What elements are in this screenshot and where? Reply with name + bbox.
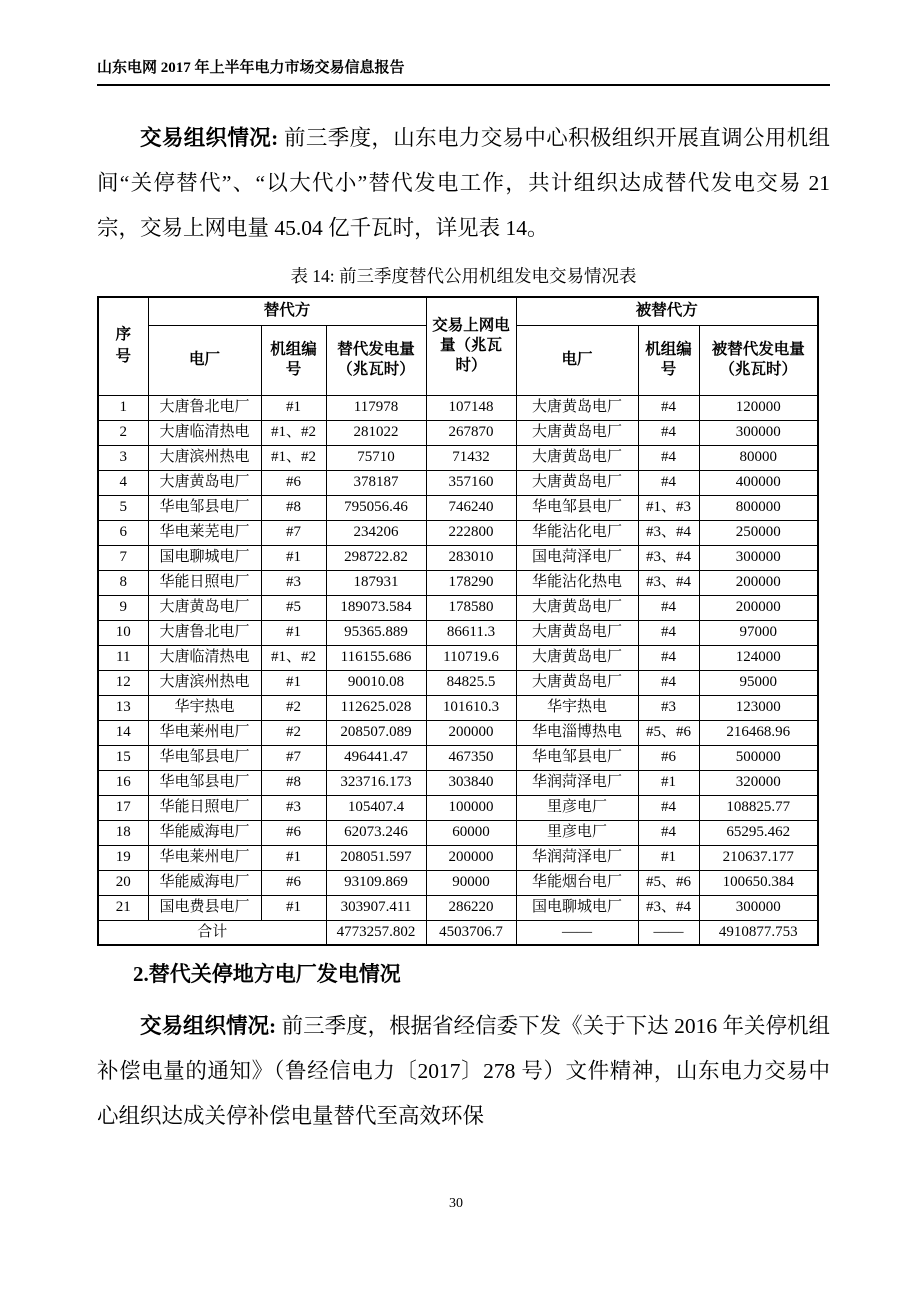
table-cell: 210637.177 xyxy=(699,845,818,870)
table-cell: #3 xyxy=(261,570,326,595)
table-cell: 298722.82 xyxy=(326,545,426,570)
col-group-substituting: 替代方 xyxy=(148,297,426,325)
table-cell: 116155.686 xyxy=(326,645,426,670)
total-label: 合计 xyxy=(98,920,326,945)
table-cell: 75710 xyxy=(326,445,426,470)
table-cell: 大唐黄岛电厂 xyxy=(516,470,638,495)
table-row xyxy=(98,845,818,870)
table-cell: 华宇热电 xyxy=(148,695,261,720)
table-cell: #1 xyxy=(261,845,326,870)
table-cell: 300000 xyxy=(699,420,818,445)
section-heading: 2.替代关停地方电厂发电情况 xyxy=(133,962,401,986)
table-cell: #8 xyxy=(261,770,326,795)
table-cell: #1、#2 xyxy=(261,645,326,670)
paragraph-trade-organization-1 xyxy=(97,116,830,251)
table-cell: #1、#2 xyxy=(261,445,326,470)
table-cell: 6 xyxy=(98,520,148,545)
table-cell: 320000 xyxy=(699,770,818,795)
table-cell: 357160 xyxy=(426,470,516,495)
table-cell: 200000 xyxy=(699,570,818,595)
page-running-header xyxy=(97,56,830,86)
table-cell: 187931 xyxy=(326,570,426,595)
table-cell: 大唐黄岛电厂 xyxy=(148,470,261,495)
table-row xyxy=(98,645,818,670)
table-cell: 大唐鲁北电厂 xyxy=(148,620,261,645)
table-cell: 华能威海电厂 xyxy=(148,870,261,895)
total-cell: 4503706.7 xyxy=(426,920,516,945)
table-cell: 大唐临清热电 xyxy=(148,420,261,445)
table-row xyxy=(98,620,818,645)
table-cell: 国电费县电厂 xyxy=(148,895,261,920)
col-header-seq xyxy=(98,297,148,395)
table-cell: 华电莱芜电厂 xyxy=(148,520,261,545)
table-cell: 250000 xyxy=(699,520,818,545)
table-cell: 107148 xyxy=(426,395,516,420)
table-cell: #3、#4 xyxy=(638,570,699,595)
table-cell: 大唐黄岛电厂 xyxy=(516,395,638,420)
col-header-sub-generation: 替代发电量（兆瓦时） xyxy=(326,325,426,395)
table-cell: 90000 xyxy=(426,870,516,895)
table-cell: 323716.173 xyxy=(326,770,426,795)
table-cell: #3、#4 xyxy=(638,520,699,545)
table-cell: 21 xyxy=(98,895,148,920)
table-cell: 1 xyxy=(98,395,148,420)
table-cell: #5、#6 xyxy=(638,870,699,895)
table-cell: #6 xyxy=(261,470,326,495)
table-cell: 12 xyxy=(98,670,148,695)
table-cell: 400000 xyxy=(699,470,818,495)
table-cell: #1 xyxy=(261,895,326,920)
table-row xyxy=(98,495,818,520)
table-cell: 303907.411 xyxy=(326,895,426,920)
table-cell: 国电菏泽电厂 xyxy=(516,545,638,570)
table-row xyxy=(98,595,818,620)
col-header-seq-label: 序号 xyxy=(115,325,131,366)
table-cell: 国电聊城电厂 xyxy=(148,545,261,570)
table-cell: #8 xyxy=(261,495,326,520)
table-cell: #1 xyxy=(261,545,326,570)
table-cell: #1 xyxy=(261,670,326,695)
table-cell: 189073.584 xyxy=(326,595,426,620)
table-cell: 208507.089 xyxy=(326,720,426,745)
table-cell: 234206 xyxy=(326,520,426,545)
table-cell: 大唐黄岛电厂 xyxy=(516,645,638,670)
table-cell: 11 xyxy=(98,645,148,670)
table-cell: 大唐黄岛电厂 xyxy=(516,620,638,645)
table-cell: 大唐临清热电 xyxy=(148,645,261,670)
table-cell: 2 xyxy=(98,420,148,445)
table-caption: 表 14: 前三季度替代公用机组发电交易情况表 xyxy=(290,266,637,286)
table-cell: 华电邹县电厂 xyxy=(148,495,261,520)
table-cell: #1、#3 xyxy=(638,495,699,520)
table-cell: 9 xyxy=(98,595,148,620)
table-cell: 10 xyxy=(98,620,148,645)
report-title: 山东电网 2017 年上半年电力市场交易信息报告 xyxy=(97,60,405,76)
table-cell: #4 xyxy=(638,795,699,820)
table-cell: 3 xyxy=(98,445,148,470)
table-row xyxy=(98,445,818,470)
table-cell: 8 xyxy=(98,570,148,595)
paragraph-1-label: 交易组织情况: xyxy=(140,126,285,150)
table-cell: 华电邹县电厂 xyxy=(148,745,261,770)
table-cell: 大唐黄岛电厂 xyxy=(516,670,638,695)
table-cell: #4 xyxy=(638,670,699,695)
table-cell: 95365.889 xyxy=(326,620,426,645)
table-cell: 华宇热电 xyxy=(516,695,638,720)
table-cell: 267870 xyxy=(426,420,516,445)
col-group-substituted: 被替代方 xyxy=(516,297,818,325)
table-cell: 200000 xyxy=(426,720,516,745)
table-cell: 大唐鲁北电厂 xyxy=(148,395,261,420)
table-cell: #4 xyxy=(638,470,699,495)
table-cell: 13 xyxy=(98,695,148,720)
table-row xyxy=(98,670,818,695)
table-row xyxy=(98,720,818,745)
table-cell: 国电聊城电厂 xyxy=(516,895,638,920)
table-cell: 100000 xyxy=(426,795,516,820)
table-cell: 华能日照电厂 xyxy=(148,795,261,820)
total-cell: —— xyxy=(638,920,699,945)
table-row xyxy=(98,695,818,720)
col-header-unit-no: 机组编号 xyxy=(261,325,326,395)
table-cell: #4 xyxy=(638,645,699,670)
table-cell: #5 xyxy=(261,595,326,620)
table-cell: 华润菏泽电厂 xyxy=(516,845,638,870)
table-cell: 华电莱州电厂 xyxy=(148,720,261,745)
table-cell: 华电莱州电厂 xyxy=(148,845,261,870)
table-cell: 500000 xyxy=(699,745,818,770)
table-cell: 84825.5 xyxy=(426,670,516,695)
table-cell: #4 xyxy=(638,595,699,620)
table-cell: #6 xyxy=(261,870,326,895)
table-cell: 大唐黄岛电厂 xyxy=(516,595,638,620)
table-cell: 里彦电厂 xyxy=(516,820,638,845)
total-cell: —— xyxy=(516,920,638,945)
table-cell: 746240 xyxy=(426,495,516,520)
table-row xyxy=(98,870,818,895)
table-cell: 90010.08 xyxy=(326,670,426,695)
table-cell: #6 xyxy=(261,820,326,845)
table-cell: 华润菏泽电厂 xyxy=(516,770,638,795)
table-cell: 80000 xyxy=(699,445,818,470)
table-cell: 178290 xyxy=(426,570,516,595)
table-cell: #1 xyxy=(261,395,326,420)
table-cell: 5 xyxy=(98,495,148,520)
substitution-generation-table xyxy=(97,296,819,946)
col-header-subd-generation: 被替代发电量（兆瓦时） xyxy=(699,325,818,395)
table-cell: 17 xyxy=(98,795,148,820)
table-cell: 大唐滨州热电 xyxy=(148,670,261,695)
table-cell: 62073.246 xyxy=(326,820,426,845)
table-row xyxy=(98,520,818,545)
table-cell: #4 xyxy=(638,820,699,845)
table-cell: 222800 xyxy=(426,520,516,545)
table-cell: #3 xyxy=(638,695,699,720)
table-cell: 283010 xyxy=(426,545,516,570)
table-row xyxy=(98,420,818,445)
table-cell: 123000 xyxy=(699,695,818,720)
table-cell: 大唐滨州热电 xyxy=(148,445,261,470)
table-cell: 大唐黄岛电厂 xyxy=(516,445,638,470)
table-row xyxy=(98,745,818,770)
table-cell: 112625.028 xyxy=(326,695,426,720)
table-cell: #3 xyxy=(261,795,326,820)
table-cell: 300000 xyxy=(699,895,818,920)
table-cell: 800000 xyxy=(699,495,818,520)
table-cell: 200000 xyxy=(426,845,516,870)
table-cell: 华电邹县电厂 xyxy=(148,770,261,795)
table-cell: 大唐黄岛电厂 xyxy=(148,595,261,620)
table-cell: 15 xyxy=(98,745,148,770)
paragraph-1-text: 前三季度，山东电力交易中心积极组织开展直调公用机组间“关停替代”、“以大代小”替代发电工作，共计组织达成替代发电交易 21 宗，交易上网电量 45.04 亿千瓦时，详见表 14。 xyxy=(97,126,830,240)
col-header-plant-2: 电厂 xyxy=(516,325,638,395)
table-cell: 97000 xyxy=(699,620,818,645)
table-cell: 286220 xyxy=(426,895,516,920)
table-cell: 7 xyxy=(98,545,148,570)
table-cell: 华能沾化热电 xyxy=(516,570,638,595)
table-cell: 108825.77 xyxy=(699,795,818,820)
col-header-grid-energy: 交易上网电量（兆瓦时） xyxy=(426,297,516,395)
table-row xyxy=(98,820,818,845)
table-cell: 71432 xyxy=(426,445,516,470)
table-cell: 216468.96 xyxy=(699,720,818,745)
table-cell: 467350 xyxy=(426,745,516,770)
table-cell: 华电邹县电厂 xyxy=(516,495,638,520)
table-cell: 95000 xyxy=(699,670,818,695)
table-cell: #7 xyxy=(261,745,326,770)
table-cell: 208051.597 xyxy=(326,845,426,870)
table-row xyxy=(98,395,818,420)
col-header-plant: 电厂 xyxy=(148,325,261,395)
table-cell: 124000 xyxy=(699,645,818,670)
table-cell: #4 xyxy=(638,395,699,420)
table-cell: 16 xyxy=(98,770,148,795)
table-cell: #4 xyxy=(638,445,699,470)
table-cell: 303840 xyxy=(426,770,516,795)
table-row xyxy=(98,770,818,795)
table-cell: #4 xyxy=(638,620,699,645)
total-cell: 4773257.802 xyxy=(326,920,426,945)
table-cell: 86611.3 xyxy=(426,620,516,645)
table-cell: 华电淄博热电 xyxy=(516,720,638,745)
table-cell: #2 xyxy=(261,720,326,745)
total-cell: 4910877.753 xyxy=(699,920,818,945)
table-total-row xyxy=(98,920,818,945)
table-cell: #1 xyxy=(638,770,699,795)
table-cell: 120000 xyxy=(699,395,818,420)
table-header xyxy=(98,297,818,395)
table-row xyxy=(98,470,818,495)
table-cell: 20 xyxy=(98,870,148,895)
table-cell: 大唐黄岛电厂 xyxy=(516,420,638,445)
table-cell: #5、#6 xyxy=(638,720,699,745)
table-cell: #1 xyxy=(638,845,699,870)
table-cell: 795056.46 xyxy=(326,495,426,520)
table-cell: 200000 xyxy=(699,595,818,620)
table-cell: 华能威海电厂 xyxy=(148,820,261,845)
table-row xyxy=(98,795,818,820)
table-cell: #6 xyxy=(638,745,699,770)
col-header-unit-no-2: 机组编号 xyxy=(638,325,699,395)
table-cell: 110719.6 xyxy=(426,645,516,670)
page-number: 30 xyxy=(449,1196,463,1211)
table-cell: 281022 xyxy=(326,420,426,445)
paragraph-2-text: 前三季度，根据省经信委下发《关于下达 2016 年关停机组补偿电量的通知》（鲁经信电力〔2017〕278 号）文件精神，山东电力交易中心组织达成关停补偿电量替代至高效环保 xyxy=(97,1014,830,1128)
paragraph-trade-organization-2 xyxy=(97,1004,830,1139)
table-body xyxy=(98,395,818,945)
table-cell: #7 xyxy=(261,520,326,545)
table-cell: 100650.384 xyxy=(699,870,818,895)
table-cell: 华能日照电厂 xyxy=(148,570,261,595)
table-cell: 496441.47 xyxy=(326,745,426,770)
table-cell: 300000 xyxy=(699,545,818,570)
table-cell: #2 xyxy=(261,695,326,720)
table-cell: 378187 xyxy=(326,470,426,495)
table-cell: 65295.462 xyxy=(699,820,818,845)
table-cell: 101610.3 xyxy=(426,695,516,720)
table-cell: 14 xyxy=(98,720,148,745)
table-cell: 4 xyxy=(98,470,148,495)
table-cell: #3、#4 xyxy=(638,895,699,920)
table-cell: 华能烟台电厂 xyxy=(516,870,638,895)
table-row xyxy=(98,545,818,570)
table-cell: #3、#4 xyxy=(638,545,699,570)
table-row xyxy=(98,895,818,920)
page-content xyxy=(97,100,830,1139)
table-cell: 华电邹县电厂 xyxy=(516,745,638,770)
table-cell: 19 xyxy=(98,845,148,870)
table-cell: 117978 xyxy=(326,395,426,420)
table-cell: 105407.4 xyxy=(326,795,426,820)
table-cell: #1 xyxy=(261,620,326,645)
table-cell: 18 xyxy=(98,820,148,845)
table-cell: 华能沾化电厂 xyxy=(516,520,638,545)
paragraph-2-label: 交易组织情况: xyxy=(140,1014,282,1038)
table-cell: 里彦电厂 xyxy=(516,795,638,820)
table-cell: 60000 xyxy=(426,820,516,845)
table-cell: #1、#2 xyxy=(261,420,326,445)
table-cell: 178580 xyxy=(426,595,516,620)
table-cell: #4 xyxy=(638,420,699,445)
table-row xyxy=(98,570,818,595)
table-cell: 93109.869 xyxy=(326,870,426,895)
